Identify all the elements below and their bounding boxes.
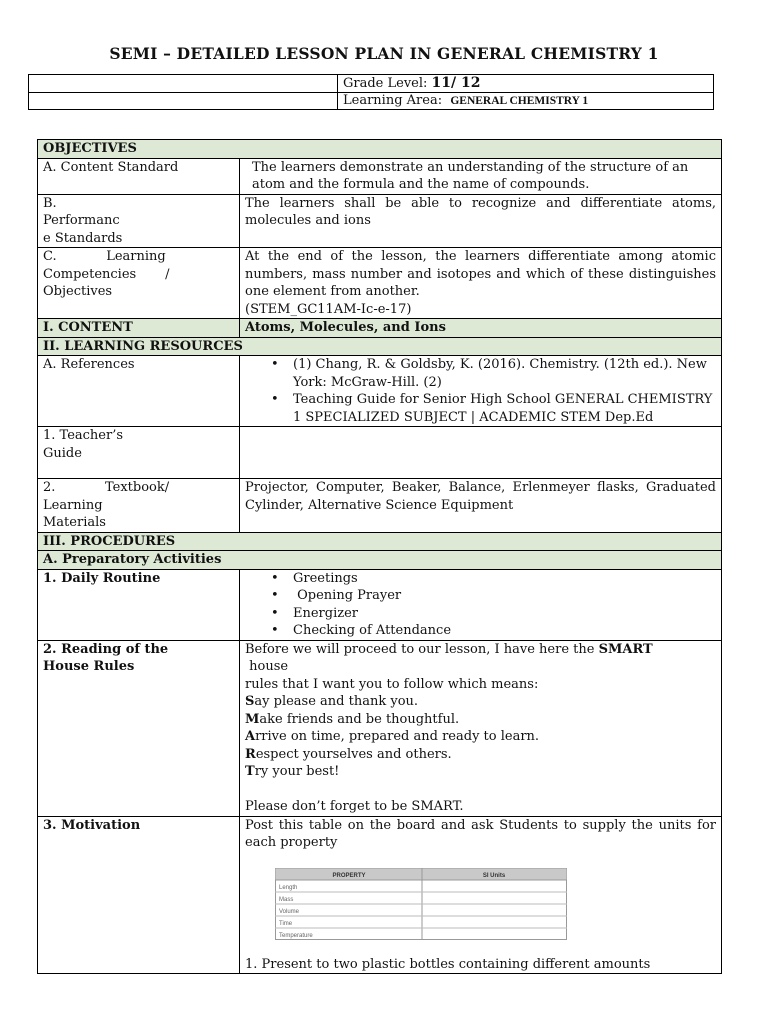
header-table bbox=[28, 74, 714, 110]
content-standard-value: The learners demonstrate an understanding of the structure of an atom and the formula and the name of compounds. bbox=[252, 159, 689, 192]
list-item: • Opening Prayer bbox=[293, 587, 716, 605]
performance-standards-label bbox=[38, 194, 240, 248]
textbook-value: Projector, Computer, Beaker, Balance, Erlenmeyer flasks, Graduated Cylinder, Alternative Science Equipment bbox=[240, 479, 722, 533]
motivation-step-1: 1. Present to two plastic bottles containing different amounts bbox=[245, 956, 651, 972]
mini-row-label: Time bbox=[279, 920, 293, 927]
label-line: House Rules bbox=[43, 659, 135, 674]
header-blank-cell bbox=[29, 93, 338, 110]
learning-area-cell bbox=[338, 93, 714, 110]
competency-code: (STEM_GC11AM-Ic-e-17) bbox=[245, 301, 412, 317]
textbook-label bbox=[38, 479, 240, 533]
rule-text: rrive on time, prepared and ready to learn. bbox=[255, 729, 540, 744]
label-line: Learning bbox=[43, 497, 103, 513]
learning-area-label: Learning Area: bbox=[343, 93, 443, 108]
rule-text: ay please and thank you. bbox=[254, 694, 419, 709]
rule-line bbox=[245, 763, 716, 781]
references-cell bbox=[240, 356, 722, 427]
mini-header-si-units: SI Units bbox=[482, 872, 506, 879]
label-line: 2. Textbook/ bbox=[43, 480, 170, 495]
si-units-table bbox=[275, 868, 567, 940]
rule-letter: S bbox=[245, 694, 255, 709]
content-standard-text bbox=[240, 158, 722, 194]
rule-line bbox=[245, 728, 716, 746]
intro-text: house bbox=[245, 659, 289, 674]
smart-word: SMART bbox=[598, 641, 653, 657]
rule-line bbox=[245, 746, 716, 764]
preparatory-activities-heading: A. Preparatory Activities bbox=[38, 551, 722, 570]
objectives-heading: OBJECTIVES bbox=[38, 140, 722, 159]
list-item: • Greetings bbox=[293, 570, 716, 588]
motivation-label: 3. Motivation bbox=[38, 816, 240, 974]
daily-routine-list bbox=[245, 570, 716, 640]
references-label: A. References bbox=[38, 356, 240, 427]
references-list bbox=[245, 356, 716, 426]
competencies-label bbox=[38, 248, 240, 319]
learning-resources-heading: II. LEARNING RESOURCES bbox=[38, 337, 722, 356]
header-blank-cell bbox=[29, 75, 338, 93]
label-line: 1. Teacher’s bbox=[43, 428, 124, 443]
mini-row-label: Length bbox=[279, 884, 298, 891]
label-line: C. Learning bbox=[43, 249, 166, 264]
rule-text: ry your best! bbox=[254, 764, 340, 779]
daily-routine-label: 1. Daily Routine bbox=[38, 569, 240, 640]
motivation-text: Post this table on the board and ask Students to supply the units for each property bbox=[245, 817, 716, 850]
grade-level-value: 11/ 12 bbox=[431, 75, 481, 91]
si-units-table-image bbox=[275, 868, 567, 944]
rule-letter: A bbox=[245, 729, 256, 744]
page-title: SEMI – DETAILED LESSON PLAN IN GENERAL CHEMISTRY 1 bbox=[109, 44, 659, 63]
daily-routine-cell bbox=[240, 569, 722, 640]
intro-text: rules that I want you to follow which means: bbox=[245, 676, 539, 692]
lesson-plan-table bbox=[37, 139, 722, 974]
learning-area-value: GENERAL CHEMISTRY 1 bbox=[450, 95, 589, 107]
list-item: • Teaching Guide for Senior High School GENERAL CHEMISTRY 1 SPECIALIZED SUBJECT | ACADEMIC STEM Dep.Ed bbox=[293, 391, 716, 426]
mini-row-label: Volume bbox=[279, 908, 300, 915]
rule-letter: T bbox=[245, 764, 255, 779]
mini-row-label: Temperature bbox=[279, 932, 313, 939]
label-line: Objectives bbox=[43, 284, 113, 299]
label-line: Competencies / bbox=[43, 266, 170, 282]
intro-text: Before we will proceed to our lesson, I have here the bbox=[245, 641, 599, 657]
list-item: • Checking of Attendance bbox=[293, 622, 716, 640]
grade-level-label: Grade Level: bbox=[343, 76, 428, 91]
mini-row-label: Mass bbox=[279, 896, 294, 903]
house-rules-cell bbox=[240, 640, 722, 816]
content-standard-label: A. Content Standard bbox=[38, 158, 240, 194]
spacer bbox=[245, 781, 716, 799]
label-line: e Standards bbox=[43, 230, 123, 246]
rule-letter: R bbox=[245, 746, 256, 762]
grade-level-cell bbox=[338, 75, 714, 93]
label-line: B. bbox=[43, 195, 57, 211]
motivation-cell bbox=[240, 816, 722, 974]
rule-line bbox=[245, 711, 716, 729]
teachers-guide-label bbox=[38, 427, 240, 479]
label-line: 2. Reading of the bbox=[43, 641, 169, 657]
label-line: Performanc bbox=[43, 213, 120, 228]
content-label: I. CONTENT bbox=[38, 319, 240, 338]
list-item: • Energizer bbox=[293, 605, 716, 623]
house-rules-label bbox=[38, 640, 240, 816]
content-value: Atoms, Molecules, and Ions bbox=[240, 319, 722, 338]
label-line: Guide bbox=[43, 445, 82, 461]
teachers-guide-value bbox=[240, 427, 722, 479]
performance-standards-text: The learners shall be able to recognize and differentiate atoms, molecules and ions bbox=[240, 194, 722, 248]
house-rules-intro bbox=[245, 641, 716, 659]
label-line: Materials bbox=[43, 515, 106, 530]
mini-header-property: PROPERTY bbox=[332, 872, 366, 879]
rule-text: espect yourselves and others. bbox=[255, 746, 452, 762]
rule-letter: M bbox=[245, 711, 260, 727]
procedures-heading: III. PROCEDURES bbox=[38, 532, 722, 551]
rule-line bbox=[245, 693, 716, 711]
list-item: • (1) Chang, R. & Goldsby, K. (2016). Chemistry. (12th ed.). New York: McGraw-Hill. (2) bbox=[293, 356, 716, 391]
competencies-text: At the end of the lesson, the learners differentiate among atomic numbers, mass number and isotopes and which of these distinguishes one element from another. bbox=[245, 249, 716, 299]
house-rules-closing: Please don’t forget to be SMART. bbox=[245, 799, 464, 814]
rule-text: ake friends and be thoughtful. bbox=[259, 711, 460, 727]
competencies-cell bbox=[240, 248, 722, 319]
